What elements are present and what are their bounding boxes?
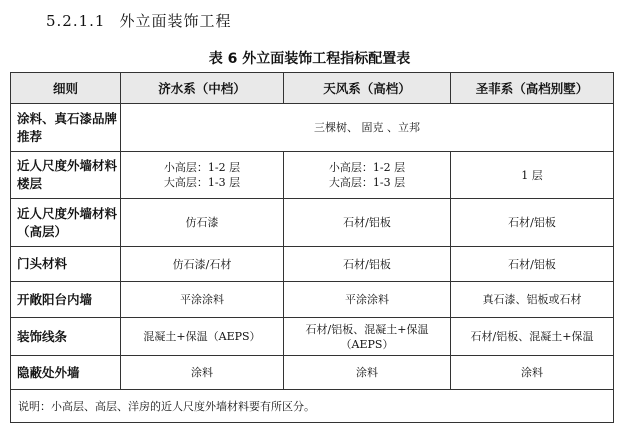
table-row-highrise <box>11 199 614 247</box>
table-cell: 涂料 <box>121 356 284 390</box>
table-cell: 石材/铝板 <box>284 199 451 247</box>
cell-line: 大高层：1-3 层 <box>163 176 241 189</box>
table-cell <box>284 318 451 356</box>
table-note: 说明：小高层、高层、洋房的近人尺度外墙材料要有所区分。 <box>11 390 614 423</box>
column-header-rule: 细则 <box>11 73 121 104</box>
table-cell: 涂料 <box>451 356 614 390</box>
cell-line: 1 层 <box>521 168 543 182</box>
section-title: 外立面装饰工程 <box>119 12 232 30</box>
table-row-floors <box>11 152 614 199</box>
column-header-shengfei: 圣菲系（高档别墅） <box>451 73 614 104</box>
table-row-brand <box>11 104 614 152</box>
row-label: 涂料、真石漆品牌推荐 <box>11 104 121 152</box>
table-cell: 平涂涂料 <box>121 282 284 318</box>
cell-line: 小高层：1-2 层 <box>328 161 406 174</box>
table-row-lines <box>11 318 614 356</box>
table-cell: 石材/铝板 <box>451 247 614 282</box>
table-row-balcony <box>11 282 614 318</box>
table-cell: 仿石漆/石材 <box>121 247 284 282</box>
row-label: 开敞阳台内墙 <box>11 282 121 318</box>
cell-line: 小高层：1-2 层 <box>163 161 241 174</box>
table-row-hidden <box>11 356 614 390</box>
cell-line: 大高层：1-3 层 <box>328 176 406 189</box>
section-heading <box>46 10 232 31</box>
table-header-row <box>11 73 614 104</box>
table-caption: 表 6 外立面装饰工程指标配置表 <box>208 51 411 67</box>
table-note-row <box>11 390 614 423</box>
table-cell: 石材/铝板 <box>451 199 614 247</box>
merged-cell: 三棵树、 固克 、立邦 <box>121 104 614 152</box>
table-cell <box>284 152 451 199</box>
table-cell: 仿石漆 <box>121 199 284 247</box>
row-label: 隐蔽处外墙 <box>11 356 121 390</box>
table-cell <box>451 152 614 199</box>
table-row-door <box>11 247 614 282</box>
row-label: 近人尺度外墙材料楼层 <box>11 152 121 199</box>
section-number: 5.2.1.1 <box>46 12 106 30</box>
spec-table <box>10 72 614 423</box>
cell-line: 石材/铝板、混凝土+保温 <box>305 322 429 336</box>
row-label: 近人尺度外墙材料（高层） <box>11 199 121 247</box>
table-cell: 涂料 <box>284 356 451 390</box>
table-cell: 石材/铝板、混凝土+保温 <box>451 318 614 356</box>
table-cell: 平涂涂料 <box>284 282 451 318</box>
table-cell: 石材/铝板 <box>284 247 451 282</box>
row-label: 门头材料 <box>11 247 121 282</box>
table-cell: 混凝土+保温（AEPS） <box>121 318 284 356</box>
cell-line: （AEPS） <box>340 337 394 351</box>
row-label: 装饰线条 <box>11 318 121 356</box>
table-cell <box>121 152 284 199</box>
table-cell: 真石漆、铝板或石材 <box>451 282 614 318</box>
column-header-tianfeng: 天风系（高档） <box>284 73 451 104</box>
column-header-jishui: 济水系（中档） <box>121 73 284 104</box>
